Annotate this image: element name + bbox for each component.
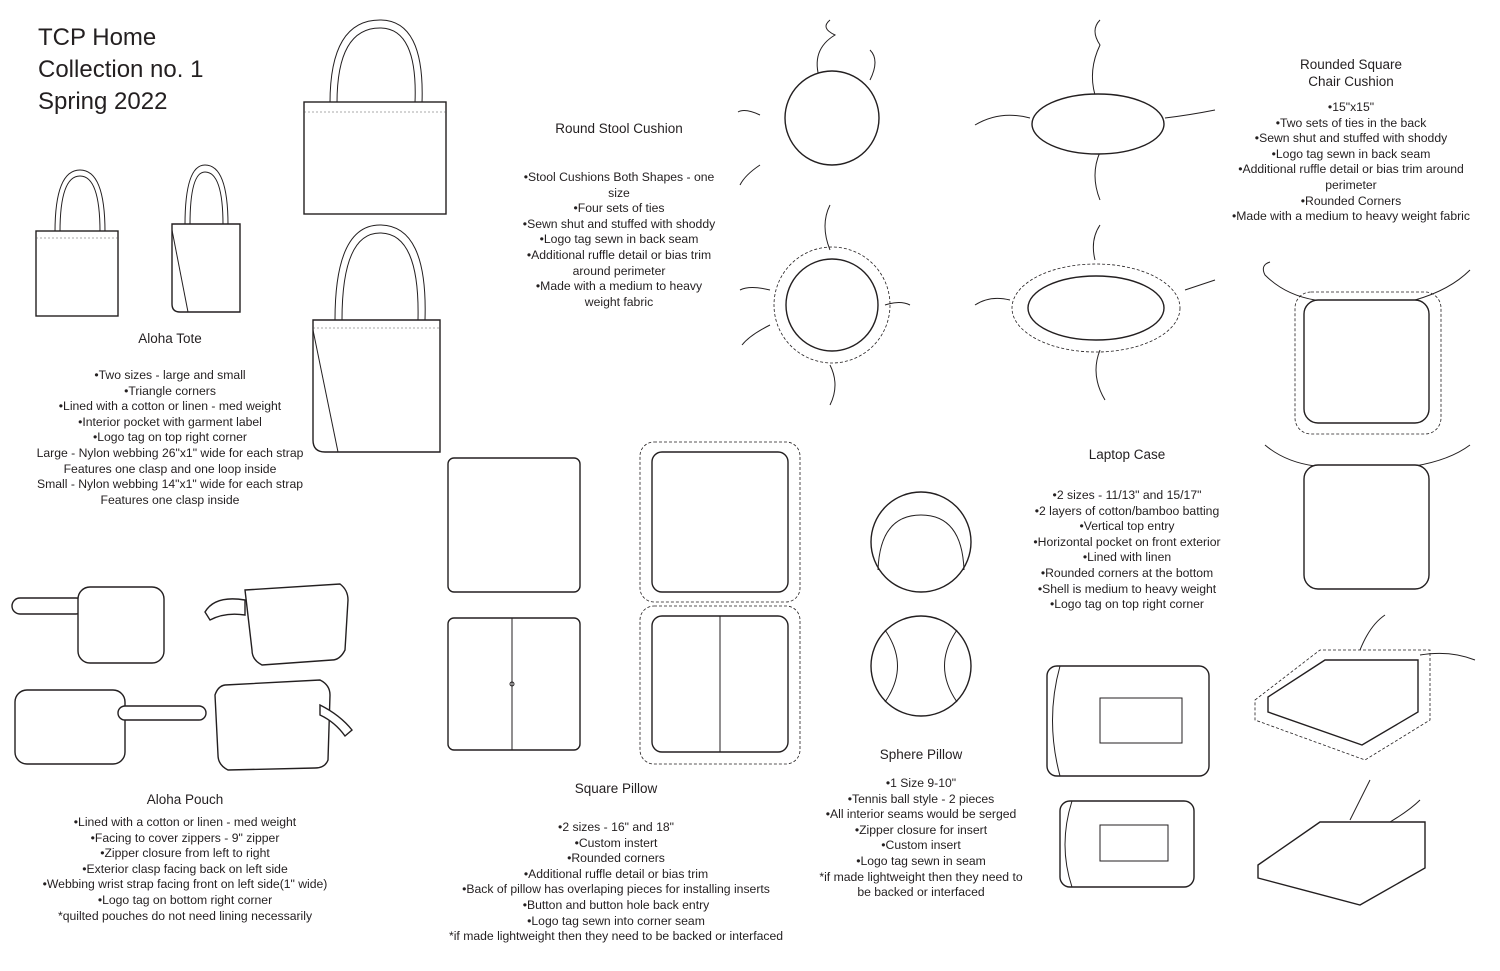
chair-heading-line-2: Chair Cushion	[1308, 74, 1394, 89]
square-pillow-description	[430, 780, 802, 945]
chair-item: •15"x15"	[1327, 100, 1375, 114]
chair-item: •Sewn shut and stuffed with shoddy	[1254, 131, 1448, 146]
sphere-item: •Tennis ball style - 2 pieces	[847, 791, 995, 806]
sphere-item: •1 Size 9-10"	[885, 776, 957, 790]
stool-item: •Logo tag sewn in back seam	[539, 232, 699, 247]
tote-item: Small - Nylon webbing 14"x1" wide for each strap	[36, 477, 304, 492]
stool-item: •Additional ruffle detail or bias trim around perimeter	[526, 247, 712, 278]
title-line-1: TCP Home	[38, 24, 157, 51]
pouch-item: •Lined with a cotton or linen - med weight	[73, 815, 297, 829]
laptop-item: •Vertical top entry	[1079, 519, 1175, 534]
tote-small-angle-sketch	[172, 165, 240, 312]
square-pillow-back-sketch	[448, 618, 580, 750]
sphere-item: *if made lightweight then they need to be backed or interfaced	[819, 869, 1023, 900]
chair-item: •Made with a medium to heavy weight fabric	[1232, 209, 1470, 224]
chair-cushion-angle-plain-sketch	[1258, 780, 1425, 905]
pouch-bottom-left-sketch	[15, 690, 206, 764]
pouch-item: *quilted pouches do not need lining necessarily	[57, 908, 313, 923]
chair-description	[1222, 56, 1480, 225]
pouch-item: •Webbing wrist strap facing front on left side(1" wide)	[42, 877, 328, 892]
chair-cushion-ruffle-sketch	[1263, 262, 1470, 434]
tote-description	[15, 330, 325, 508]
stool-item: •Four sets of ties	[573, 201, 665, 216]
tote-item: •Interior pocket with garment label	[78, 414, 262, 429]
pouch-item: •Facing to cover zippers - 9" zipper	[90, 830, 280, 845]
square-item: •Back of pillow has overlaping pieces for installing inserts	[462, 882, 770, 897]
page-title	[38, 22, 203, 118]
laptop-item: •Rounded corners at the bottom	[1040, 565, 1214, 580]
laptop-item: •2 layers of cotton/bamboo batting	[1034, 503, 1220, 518]
laptop-item: •2 sizes - 11/13" and 15/17"	[1052, 488, 1202, 502]
square-pillow-front-sketch	[448, 458, 580, 592]
chair-cushion-angle-ruffle-sketch	[1255, 615, 1475, 760]
tote-large-angle-sketch	[313, 225, 440, 452]
square-item: •Rounded corners	[567, 851, 665, 866]
laptop-item: •Shell is medium to heavy weight	[1037, 581, 1217, 596]
sphere-pillow-side-sketch	[871, 616, 971, 716]
stool-heading: Round Stool Cushion	[555, 121, 683, 136]
tote-item: •Logo tag on top right corner	[92, 430, 247, 445]
sphere-item: •Custom insert	[881, 838, 961, 853]
title-line-2: Collection no. 1	[38, 56, 204, 83]
tote-small-front-sketch	[36, 170, 118, 316]
square-heading: Square Pillow	[574, 781, 658, 796]
stool-item: •Sewn shut and stuffed with shoddy	[522, 216, 716, 231]
chair-heading-line-1: Rounded Square	[1299, 57, 1403, 72]
chair-item: •Rounded Corners	[1300, 193, 1402, 208]
pouch-bottom-right-sketch	[215, 680, 352, 770]
stool-item: •Stool Cushions Both Shapes - one size	[523, 170, 715, 200]
square-item: •2 sizes - 16" and 18"	[558, 820, 674, 834]
laptop-case-large-sketch	[1047, 666, 1209, 776]
sphere-heading: Sphere Pillow	[879, 747, 963, 762]
sphere-item: •Logo tag sewn in seam	[856, 853, 986, 868]
sphere-item: •Zipper closure for insert	[854, 822, 988, 837]
pouch-description	[40, 791, 330, 924]
chair-item: •Logo tag sewn in back seam	[1271, 146, 1431, 161]
chair-item: •Two sets of ties in the back	[1275, 115, 1427, 130]
tote-heading: Aloha Tote	[138, 331, 202, 346]
square-item: •Button and button hole back entry	[522, 897, 710, 912]
tote-item: •Two sizes - large and small	[94, 368, 246, 382]
square-item: •Additional ruffle detail or bias trim	[523, 866, 709, 881]
stool-cushion-oval-ruffle-sketch	[975, 225, 1215, 400]
sphere-pillow-top-sketch	[871, 492, 971, 592]
pouch-item: •Logo tag on bottom right corner	[97, 892, 273, 907]
tote-item: •Triangle corners	[124, 383, 216, 398]
chair-item: •Additional ruffle detail or bias trim around perimeter	[1238, 162, 1464, 192]
tote-item: •Lined with a cotton or linen - med weight	[58, 399, 282, 414]
square-item: *if made lightweight then they need to be backed or interfaced	[448, 929, 784, 944]
square-item: •Logo tag sewn into corner seam	[527, 913, 705, 928]
stool-description	[520, 120, 718, 310]
square-item: •Custom instert	[574, 835, 658, 850]
stool-cushion-round-ruffle-sketch	[740, 205, 910, 405]
chair-heading	[1222, 56, 1480, 90]
stool-cushion-round-sketch	[738, 20, 879, 185]
tote-item: Large - Nylon webbing 26"x1" wide for each strap	[36, 445, 304, 460]
sphere-item: •All interior seams would be serged	[825, 807, 1017, 822]
stool-cushion-oval-sketch	[975, 20, 1215, 200]
pouch-top-right-sketch	[205, 584, 348, 665]
laptop-heading: Laptop Case	[1088, 447, 1166, 462]
square-pillow-front-ruffle-sketch	[640, 442, 800, 602]
title-line-3: Spring 2022	[38, 88, 168, 115]
laptop-description	[1032, 446, 1222, 613]
laptop-case-small-sketch	[1060, 801, 1194, 887]
tote-large-front-sketch	[304, 20, 446, 214]
stool-item: •Made with a medium to heavy weight fabric	[535, 279, 703, 309]
laptop-item: •Lined with linen	[1082, 550, 1172, 565]
laptop-item: •Logo tag on top right corner	[1049, 597, 1204, 612]
sphere-pillow-description	[815, 746, 1027, 901]
square-pillow-back-ruffle-sketch	[640, 606, 800, 764]
pouch-item: •Zipper closure from left to right	[100, 846, 270, 861]
pouch-top-left-sketch	[12, 587, 164, 663]
laptop-item: •Horizontal pocket on front exterior	[1033, 534, 1221, 549]
pouch-item: •Exterior clasp facing back on left side	[82, 861, 288, 876]
chair-cushion-plain-sketch	[1265, 445, 1470, 589]
pouch-heading: Aloha Pouch	[146, 792, 224, 807]
tote-item: Features one clasp inside	[100, 492, 240, 507]
tote-item: Features one clasp and one loop inside	[63, 461, 277, 476]
